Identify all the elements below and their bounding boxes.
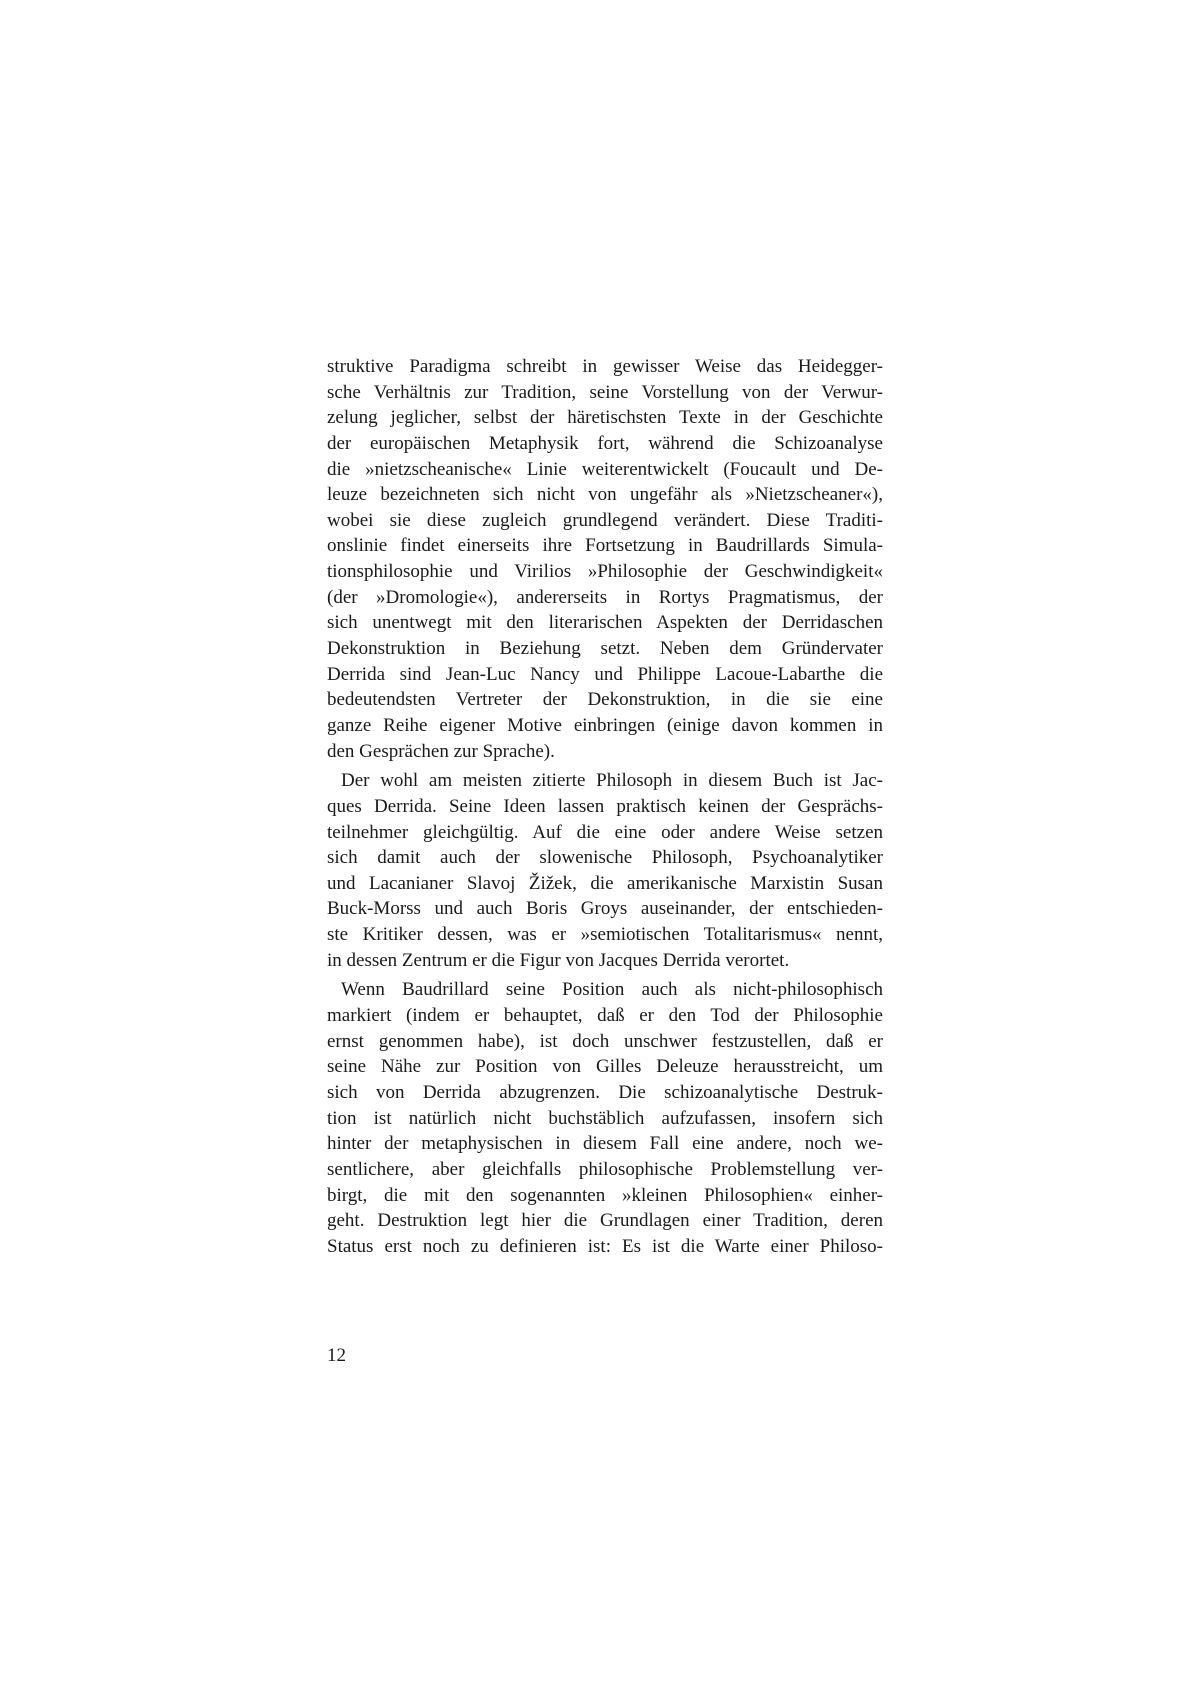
paragraph bbox=[327, 768, 883, 973]
text-line: sich von Derrida abzugrenzen. Die schizoanalytische Destruk- bbox=[327, 1081, 883, 1103]
text-line: Status erst noch zu definieren ist: Es ist die Warte einer Philoso- bbox=[327, 1235, 883, 1257]
text-line: Buck-Morss und auch Boris Groys auseinander, der entschieden- bbox=[327, 898, 883, 920]
text-line: sche Verhältnis zur Tradition, seine Vorstellung von der Verwur- bbox=[327, 381, 883, 403]
paragraph bbox=[327, 977, 883, 1259]
text-line: (der »Dromologie«), andererseits in Rortys Pragmatismus, der bbox=[327, 586, 883, 608]
text-line: den Gesprächen zur Sprache). bbox=[327, 740, 555, 762]
text-line: Derrida sind Jean-Luc Nancy und Philippe Lacoue-Labarthe die bbox=[327, 663, 883, 685]
text-line: teilnehmer gleichgültig. Auf die eine oder andere Weise setzen bbox=[327, 821, 883, 843]
text-line: ganze Reihe eigener Motive einbringen (einige davon kommen in bbox=[327, 714, 883, 736]
text-line: Der wohl am meisten zitierte Philosoph in diesem Buch ist Jac- bbox=[341, 770, 883, 792]
text-line: ques Derrida. Seine Ideen lassen praktisch keinen der Gesprächs- bbox=[327, 795, 883, 817]
text-line: onslinie findet einerseits ihre Fortsetzung in Baudrillards Simula- bbox=[327, 535, 883, 557]
text-line: zelung jeglicher, selbst der häretischsten Texte in der Geschichte bbox=[327, 407, 883, 429]
text-line: markiert (indem er behauptet, daß er den Tod der Philosophie bbox=[327, 1005, 883, 1027]
text-line: tionsphilosophie und Virilios »Philosophie der Geschwindigkeit« bbox=[327, 561, 883, 583]
text-line: Dekonstruktion in Beziehung setzt. Neben dem Gründervater bbox=[327, 638, 883, 660]
text-line: bedeutendsten Vertreter der Dekonstruktion, in die sie eine bbox=[327, 689, 883, 711]
text-line: in dessen Zentrum er die Figur von Jacques Derrida verortet. bbox=[327, 949, 790, 971]
text-line: Wenn Baudrillard seine Position auch als nicht-philosophisch bbox=[341, 979, 883, 1001]
text-line: tion ist natürlich nicht buchstäblich aufzufassen, insofern sich bbox=[327, 1107, 883, 1129]
text-line: hinter der metaphysischen in diesem Fall eine andere, noch we- bbox=[327, 1133, 883, 1155]
text-line: sentlichere, aber gleichfalls philosophische Problemstellung ver- bbox=[327, 1158, 883, 1180]
text-line: die »nietzscheanische« Linie weiterentwickelt (Foucault und De- bbox=[327, 458, 883, 480]
text-line: geht. Destruktion legt hier die Grundlagen einer Tradition, deren bbox=[327, 1210, 883, 1232]
text-line: ernst genommen habe), ist doch unschwer festzustellen, daß er bbox=[327, 1030, 883, 1052]
text-line: sich unentwegt mit den literarischen Aspekten der Derridaschen bbox=[327, 612, 883, 634]
text-line: birgt, die mit den sogenannten »kleinen Philosophien« einher- bbox=[327, 1184, 883, 1206]
body-text bbox=[327, 354, 883, 1259]
text-line: struktive Paradigma schreibt in gewisser Weise das Heidegger- bbox=[327, 356, 883, 377]
text-line: ste Kritiker dessen, was er »semiotischen Totalitarismus« nennt, bbox=[327, 924, 883, 946]
text-line: und Lacanianer Slavoj Žižek, die amerikanische Marxistin Susan bbox=[327, 872, 883, 894]
text-line: sich damit auch der slowenische Philosoph, Psychoanalytiker bbox=[327, 847, 883, 869]
text-line: wobei sie diese zugleich grundlegend verändert. Diese Traditi- bbox=[327, 509, 883, 531]
page-number: 12 bbox=[327, 1345, 346, 1366]
text-line: seine Nähe zur Position von Gilles Deleuze herausstreicht, um bbox=[327, 1056, 883, 1078]
paragraph bbox=[327, 354, 883, 764]
text-line: der europäischen Metaphysik fort, während die Schizoanalyse bbox=[327, 432, 883, 454]
text-line: leuze bezeichneten sich nicht von ungefähr als »Nietzscheaner«), bbox=[327, 484, 883, 506]
